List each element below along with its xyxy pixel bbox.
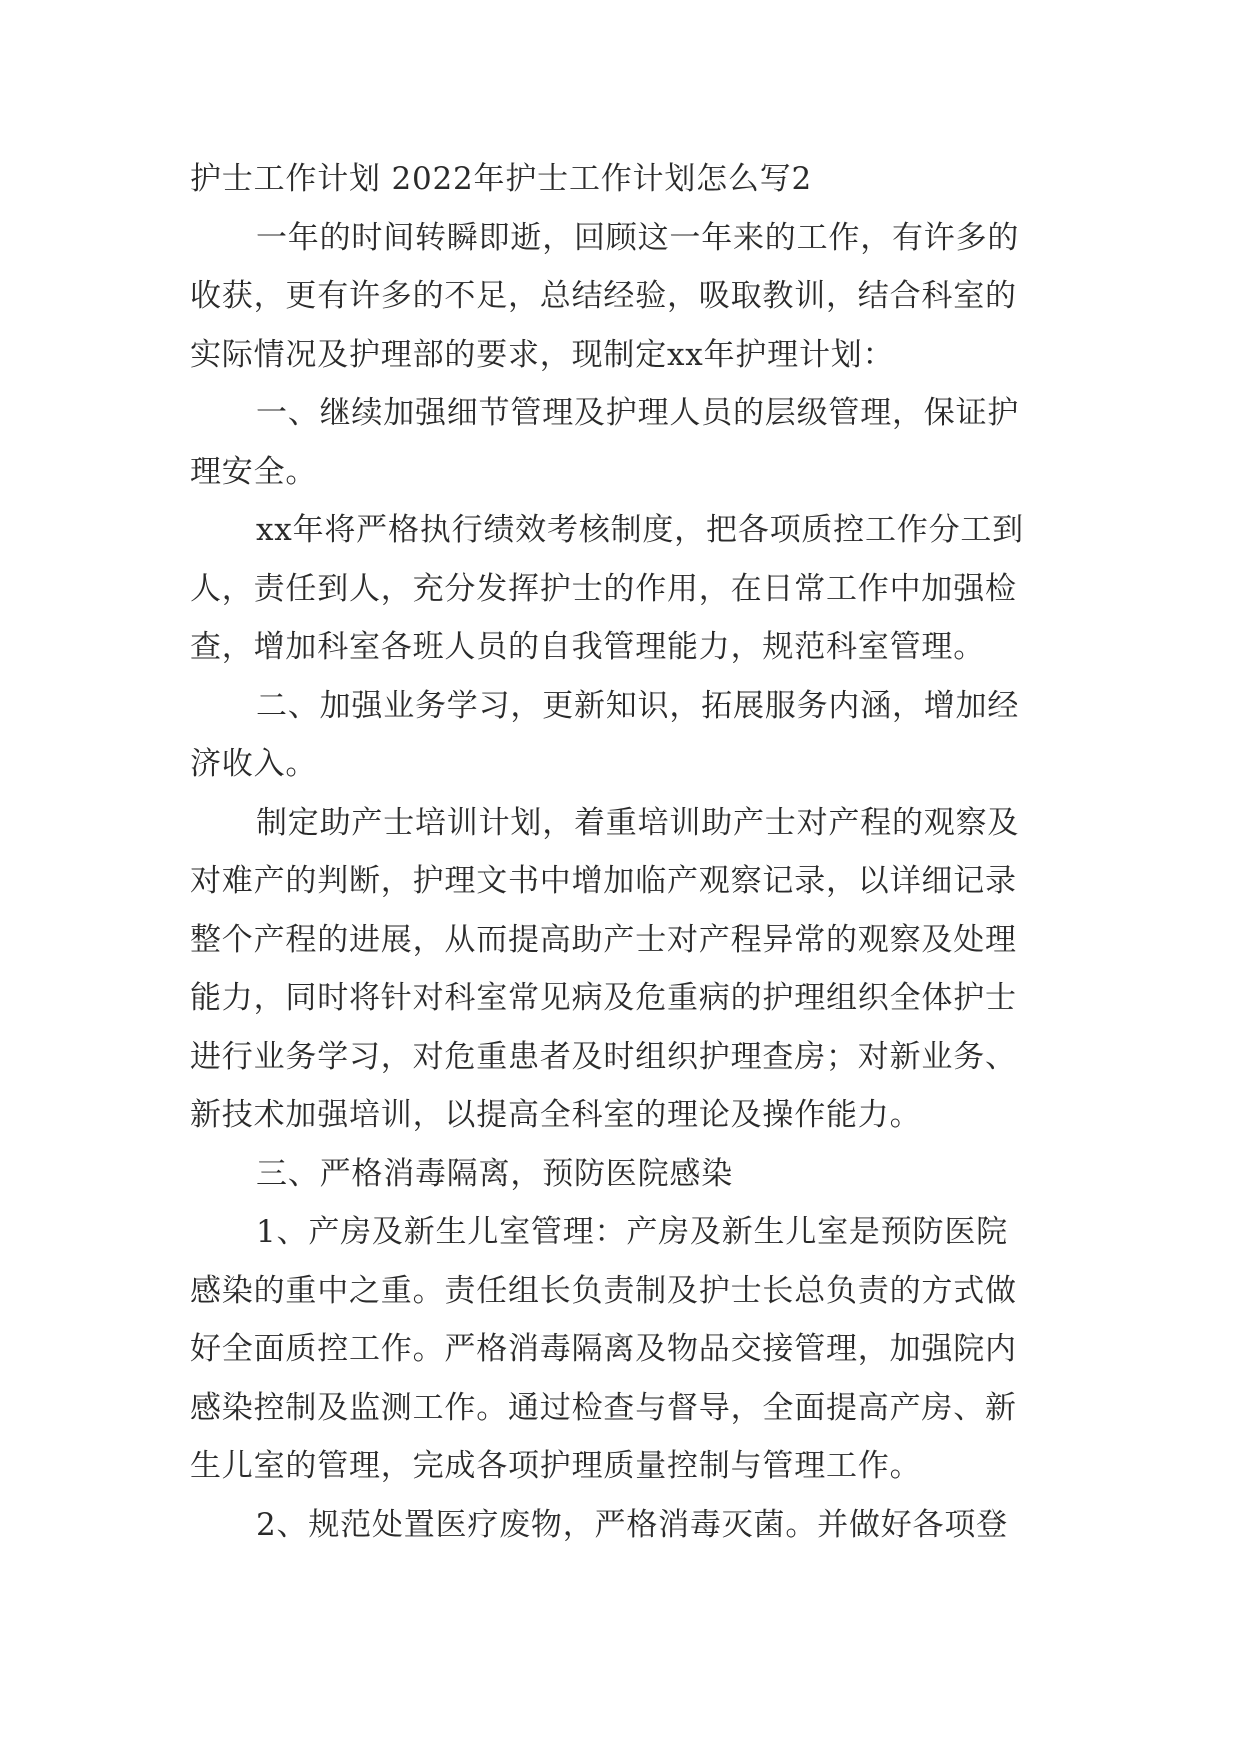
text-line: 2、规范处置医疗废物，严格消毒灭菌。并做好各项登 xyxy=(256,1506,1008,1543)
text-line: xx年将严格执行绩效考核制度，把各项质控工作分工到 xyxy=(256,512,1024,548)
text-line: 查，增加科室各班人员的自我管理能力，规范科室管理。 xyxy=(190,629,985,665)
text-line: 感染的重中之重。责任组长负责制及护士长总负责的方式做 xyxy=(190,1272,1017,1309)
text-line: 一、继续加强细节管理及护理人员的层级管理，保证护 xyxy=(256,395,1020,431)
text-line: 1、产房及新生儿室管理：产房及新生儿室是预防医院 xyxy=(256,1214,1008,1250)
text-line: 一年的时间转瞬即逝，回顾这一年来的工作，有许多的 xyxy=(256,219,1020,256)
text-line: 对难产的判断，护理文书中增加临产观察记录，以详细记录 xyxy=(190,863,1017,899)
text-line: 三、严格消毒隔离，预防医院感染 xyxy=(256,1155,733,1192)
document-lines xyxy=(190,209,1052,1555)
text-line: 好全面质控工作。严格消毒隔离及物品交接管理，加强院内 xyxy=(190,1331,1017,1367)
text-line: 进行业务学习，对危重患者及时组织护理查房；对新业务、 xyxy=(190,1038,1017,1075)
text-line: 实际情况及护理部的要求，现制定xx年护理计划： xyxy=(190,336,895,373)
text-line: 收获，更有许多的不足，总结经验，吸取教训，结合科室的 xyxy=(190,278,1017,314)
text-line: 感染控制及监测工作。通过检查与督导，全面提高产房、新 xyxy=(190,1389,1017,1426)
text-line: 制定助产士培训计划，着重培训助产士对产程的观察及 xyxy=(256,804,1020,841)
text-line: 整个产程的进展，从而提高助产士对产程异常的观察及处理 xyxy=(190,921,1017,958)
text-line: 二、加强业务学习，更新知识，拓展服务内涵，增加经 xyxy=(256,687,1020,724)
text-line: 人，责任到人，充分发挥护士的作用，在日常工作中加强检 xyxy=(190,570,1017,607)
text-line: 济收入。 xyxy=(190,746,318,782)
text-line: 新技术加强培训，以提高全科室的理论及操作能力。 xyxy=(190,1097,922,1133)
document-title: 护士工作计划 2022年护士工作计划怎么写2 xyxy=(190,161,813,197)
text-line: 理安全。 xyxy=(190,453,318,490)
text-line: 能力，同时将针对科室常见病及危重病的护理组织全体护士 xyxy=(190,980,1017,1016)
document-body xyxy=(190,150,1052,1554)
text-line: 生儿室的管理，完成各项护理质量控制与管理工作。 xyxy=(190,1448,922,1484)
